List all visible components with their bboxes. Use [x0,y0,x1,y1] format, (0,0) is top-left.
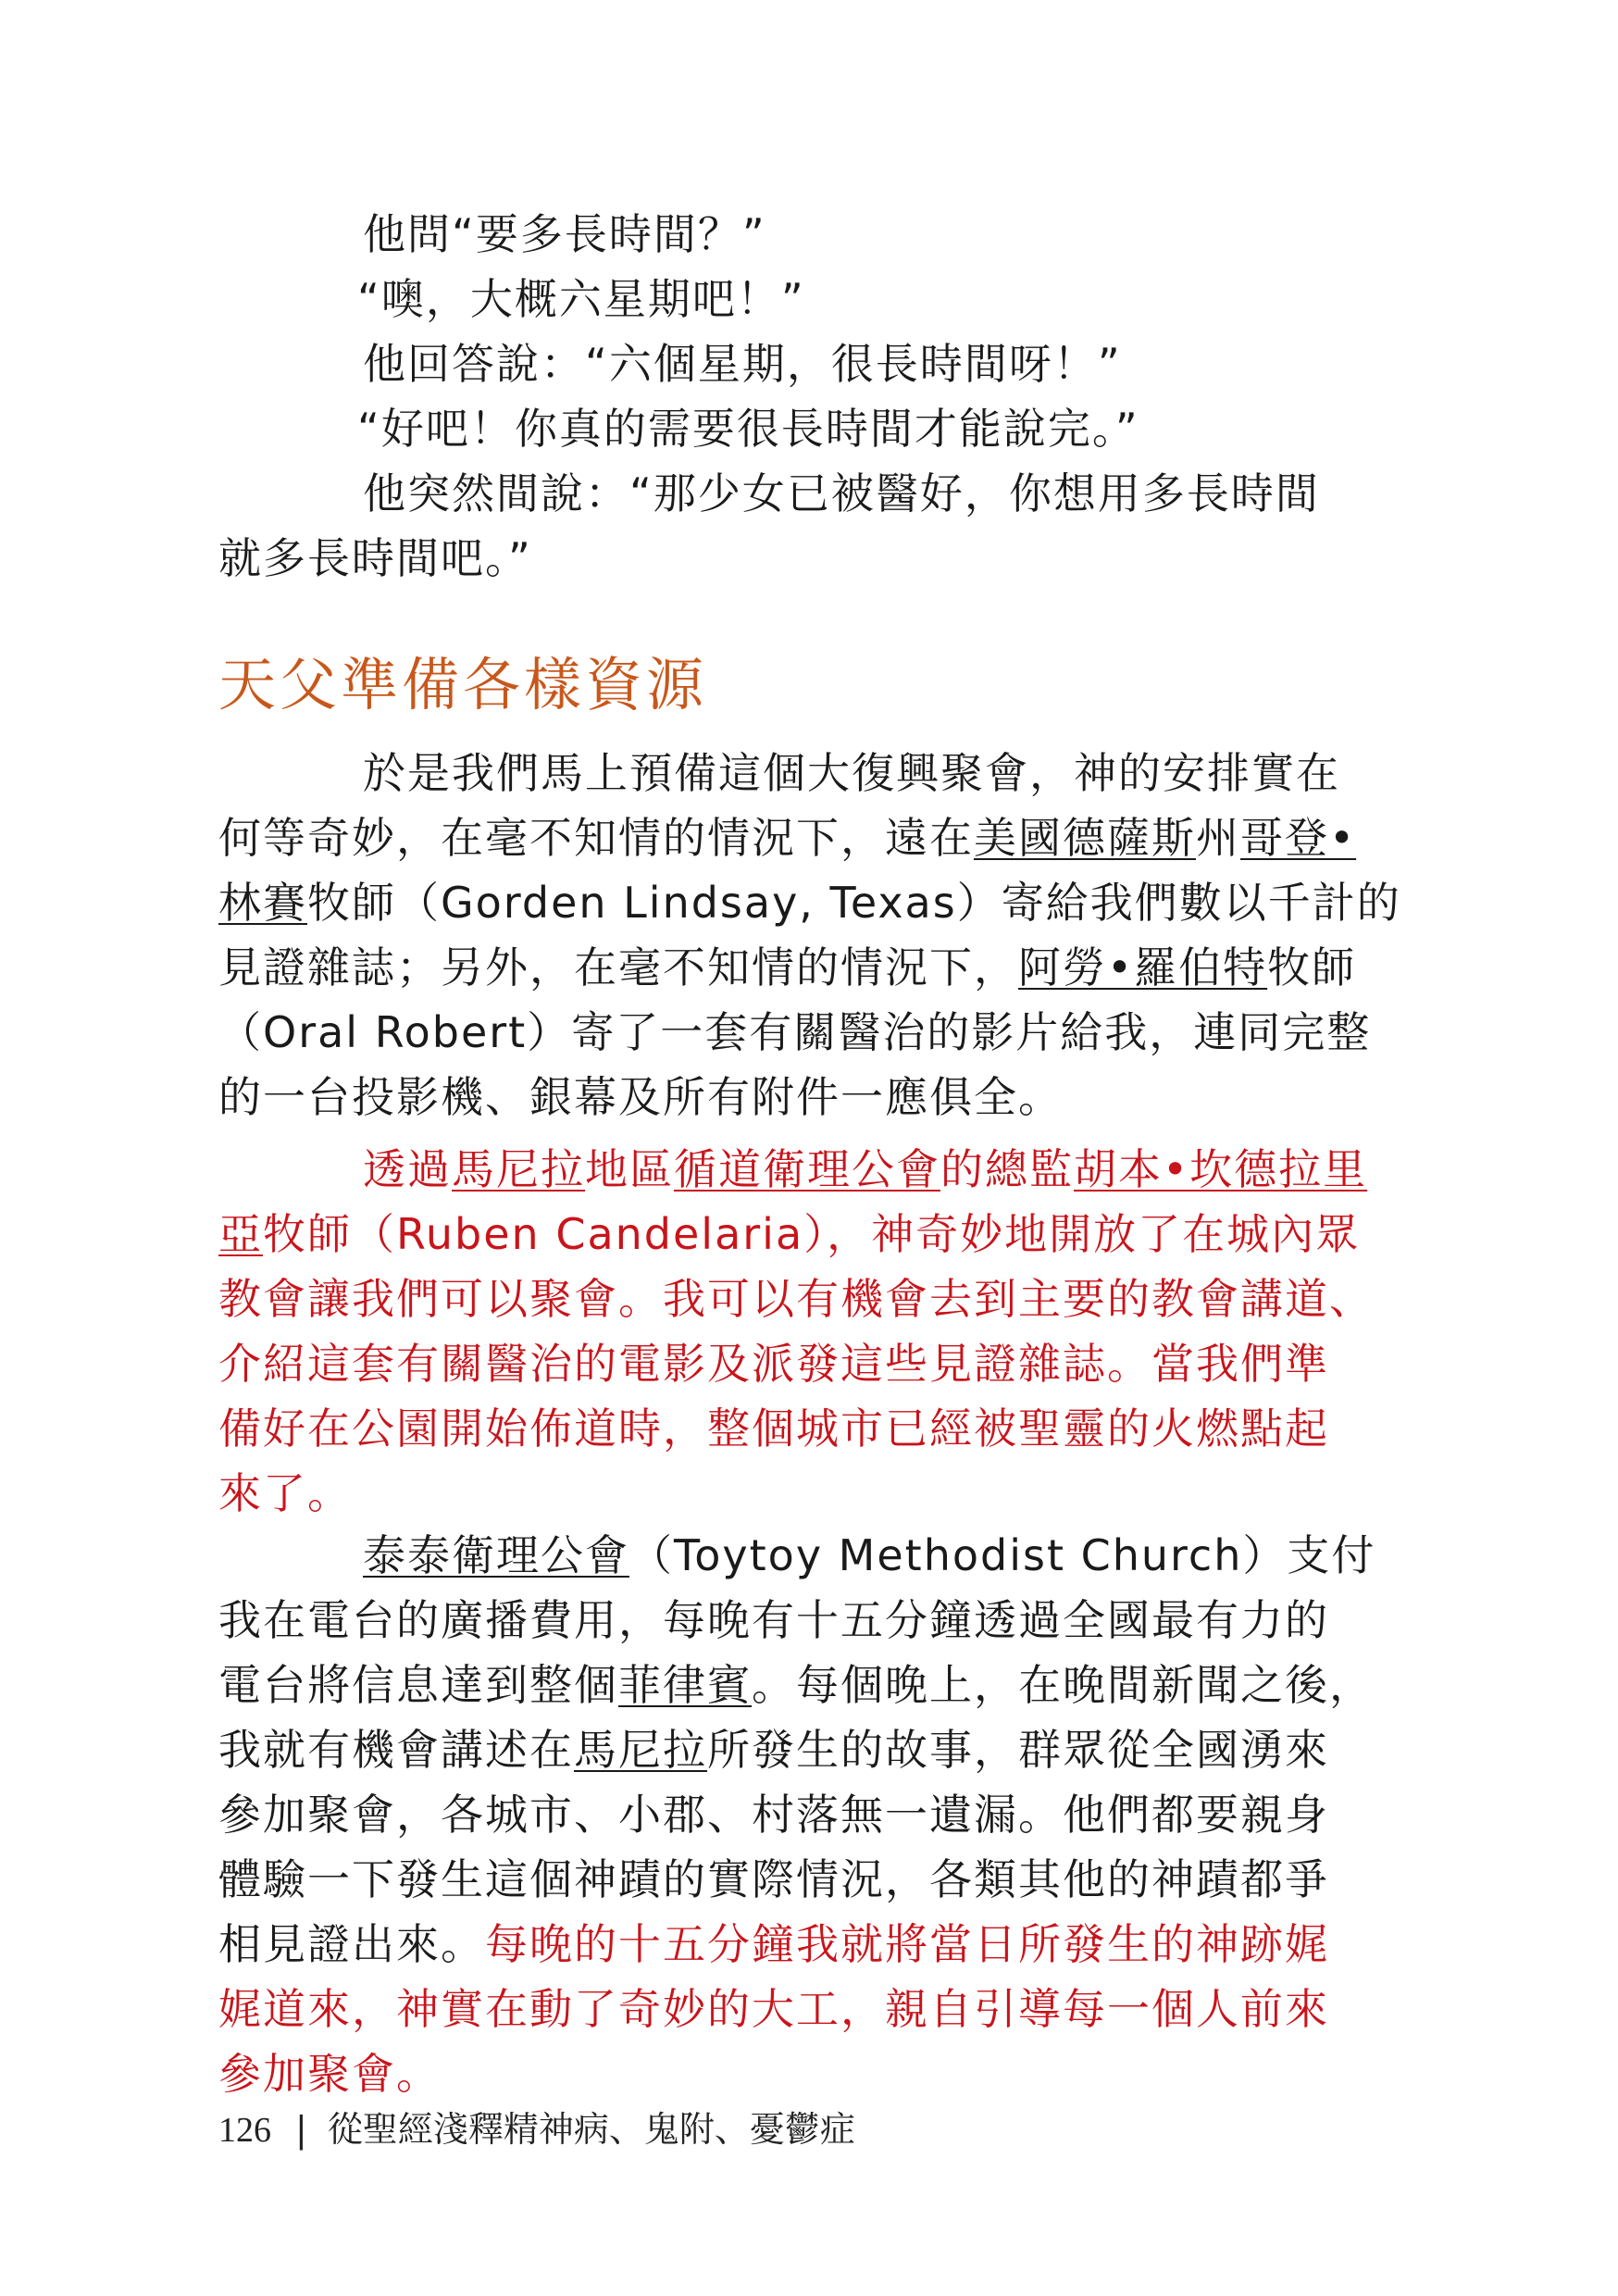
text-span: 牧師（Ruben Candelaria），神奇妙地開放了在城內眾 [263,1209,1361,1259]
text-span: 州 [1196,813,1240,863]
person-name: 林賽 [218,878,307,928]
paragraph-line: 我在電台的廣播費用，每晚有十五分鐘透過全國最有力的 [218,1595,1329,1645]
paragraph-line [218,935,1400,1000]
paragraph-line: （Oral Robert）寄了一套有關醫治的影片給我，連同完整 [218,1007,1372,1057]
person-name: 阿勞•羅伯特 [1018,942,1268,992]
paragraph-line [218,870,1400,935]
footer-separator: | [295,2109,307,2150]
organization-name: 泰泰衛理公會 [363,1530,629,1580]
text-span: 。每個晚上，在晚間新聞之後， [752,1660,1374,1710]
paragraph-line: 參加聚會。 [218,2049,441,2099]
page-number: 126 [218,2111,271,2150]
text-span: （Toytoy Methodist Church）支付 [629,1530,1376,1580]
book-title: 從聖經淺釋精神病、鬼附、憂鬱症 [327,2109,855,2150]
person-name: 胡本•坎德拉里 [1074,1144,1368,1194]
page-footer [218,2102,855,2158]
paragraph-line: 來了。 [218,1468,352,1518]
text-span: 見證雜誌；另外，在毫不知情的情況下， [218,942,1018,992]
text-span: 我就有機會講述在 [218,1725,574,1775]
place-name: 美國德薩斯 [974,813,1196,863]
dialogue-block [218,202,1400,591]
text-span: 相見證出來。 [218,1919,485,1969]
dialogue-line: 就多長時間吧。” [218,533,532,583]
paragraph-line [218,1137,1400,1202]
paragraph-line: 體驗一下發生這個神蹟的實際情況，各類其他的神蹟都爭 [218,1854,1329,1904]
paragraph-line [218,1523,1400,1588]
paragraph-line: 娓道來，神實在動了奇妙的大工，親自引導每一個人前來 [218,1984,1329,2034]
paragraph-line [218,1912,1400,1977]
dialogue-line: 他回答說：“六個星期，很長時間呀！” [363,339,1122,389]
text-span: 牧師 [1267,942,1357,992]
place-name: 馬尼拉 [452,1144,585,1194]
paragraph-line: 的一台投影機、銀幕及所有附件一應俱全。 [218,1072,1063,1122]
paragraph-line [218,1653,1400,1717]
text-span: 地區 [585,1144,674,1194]
text-span: 何等奇妙，在毫不知情的情況下，遠在 [218,813,974,863]
place-name: 菲律賓 [618,1660,752,1710]
text-span: 電台將信息達到整個 [218,1660,618,1710]
highlight-span: 每晚的十五分鐘我就將當日所發生的神跡娓 [485,1919,1329,1969]
text-span: 透過 [363,1144,452,1194]
text-span: 所發生的故事，群眾從全國湧來 [707,1725,1329,1775]
dialogue-line: 他突然間說：“那少女已被醫好，你想用多長時間 [363,468,1320,518]
text-span: 的總監 [940,1144,1074,1194]
paragraph-line: 介紹這套有關醫治的電影及派發這些見證雜誌。當我們準 [218,1339,1329,1389]
paragraph-line: 參加聚會，各城市、小郡、村落無一遺漏。他們都要親身 [218,1790,1329,1840]
text-span: 牧師（Gorden Lindsay, Texas）寄給我們數以千計的 [307,878,1401,928]
paragraph-line: 備好在公園開始佈道時，整個城市已經被聖靈的火燃點起 [218,1404,1329,1454]
paragraph-line [218,805,1400,870]
dialogue-line: 他問“要多長時間？” [363,209,766,259]
person-name: 哥登• [1240,813,1357,863]
dialogue-line: “好吧！你真的需要很長時間才能說完。” [357,404,1139,454]
paragraph-line [218,1202,1400,1267]
person-name: 亞 [218,1209,263,1259]
section-heading: 天父準備各樣資源 [218,651,708,718]
paragraph-3 [218,1523,1400,2106]
paragraph-2-highlight [218,1137,1400,1526]
paragraph-line: 教會讓我們可以聚會。我可以有機會去到主要的教會講道、 [218,1274,1374,1324]
paragraph-line [218,1717,1400,1782]
paragraph-line: 於是我們馬上預備這個大復興聚會，神的安排實在 [363,748,1340,798]
dialogue-line: “噢，大概六星期吧！” [357,274,805,324]
place-name: 馬尼拉 [574,1725,707,1775]
paragraph-1 [218,741,1400,1129]
organization-name: 循道衛理公會 [674,1144,940,1194]
